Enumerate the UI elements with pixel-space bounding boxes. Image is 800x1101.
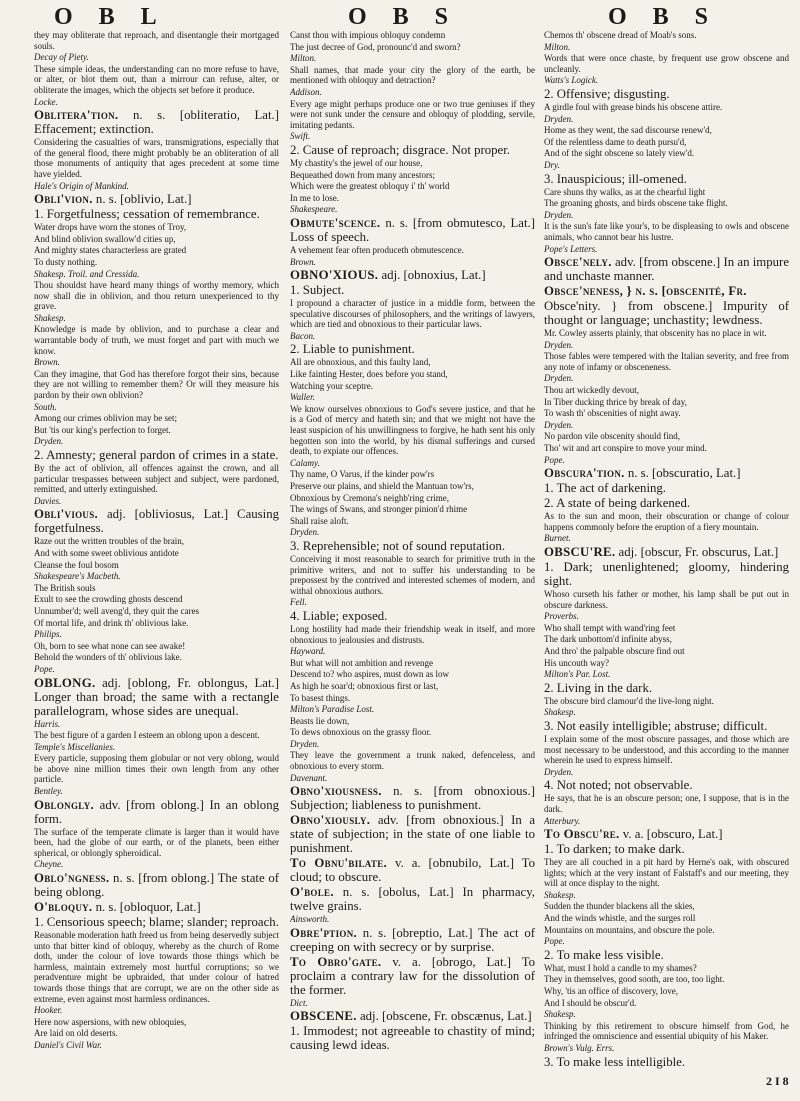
headword-entry (290, 885, 535, 913)
quote: Thou shouldst have heard many things of worthy memory, which now shall die in oblivion, and thou return unexperienced to thy grave. (34, 280, 279, 312)
quote: We know ourselves obnoxious to God's severe justice, and that he is a God of mercy and hateth sin; and that we might not have the least suspicion of his unwillingness to forgive, he hath sent his only begotten son into the world, by his dismal sufferings and cursed death, to expiate our offences. (290, 403, 535, 457)
headword-entry (544, 545, 789, 559)
headword-entry (544, 466, 789, 480)
citation: Shakesp. (544, 1009, 576, 1020)
citation: Shakesp. (544, 707, 576, 718)
sense: 2. Cause of reproach; disgrace. Not proper. (290, 142, 510, 157)
verse-line: Watching your sceptre. (290, 380, 373, 391)
quote: Reasonable moderation hath freed us from being deservedly subject unto that bitter kind of obloquy, whereby as the church of Rome doth, under the colour of love towards those things which be harmless, maintain extremely most hurtful corruptions; so we peradventure might be upbraided, that under colour of hatred towards those things that are corrupt, we are on the other side as extreme, even against most harmless ordinances. (34, 930, 279, 1004)
sense: 1. Dark; unenlightened; gloomy, hindering sight. (544, 560, 789, 588)
citation: Davenant. (290, 772, 328, 783)
citation: Dry. (544, 159, 560, 170)
headword: Oblo'ngness. (34, 871, 110, 886)
header-right: O B S (608, 4, 719, 30)
citation: Dryden. (544, 339, 574, 350)
sense: 1. The act of darkening. (544, 481, 667, 496)
citation: Pope's Letters. (544, 243, 598, 254)
citation: Pope. (544, 936, 565, 947)
verse-line: And the winds whistle, and the surges roll (544, 913, 696, 924)
column-1 (34, 30, 279, 1090)
definition: Obsce'nity. } from obscene.] Impurity of thought or language; unchastity; lewdness. (544, 299, 789, 328)
citation: Atterbury. (544, 815, 581, 826)
citation: Hayward. (290, 646, 326, 657)
headword-entry (544, 255, 789, 283)
headword-entry (290, 955, 535, 997)
verse-line: Preserve our plains, and shield the Mantuan tow'rs, (290, 481, 474, 491)
verse-line: His uncouth way? (544, 657, 609, 668)
quote: I propound a character of justice in a middle form, between the speculative discourses of philosophers, and the writings of lawyers, which are tied and obnoxious to their particular laws. (290, 298, 535, 330)
citation: Addison. (290, 86, 322, 97)
citation: Dryden. (544, 373, 574, 384)
headword-entry (34, 108, 279, 136)
definition: n. s. [obliteratio, Lat.] Effacement; extinction. (34, 108, 279, 137)
verse-line: The just decree of God, pronounc'd and sworn? (290, 41, 461, 52)
sense: 2. Liable to punishment. (290, 342, 415, 357)
quote: They are all couched in a pit hard by Herne's oak, with obscured lights; which at the very instant of Falstaff's and our meeting, they will at once display to the night. (544, 857, 789, 889)
verse-line: My chastity's the jewel of our house, (290, 157, 423, 168)
citation: South. (34, 401, 57, 412)
quote: They leave the government a trunk naked, defenceless, and obnoxious to every storm. (290, 750, 535, 772)
citation: Ainsworth. (290, 914, 330, 925)
quote: Words that were once chaste, by frequent use grow obscene and uncleanly. (544, 53, 789, 74)
verse-line: To wash th' obscenities of night away. (544, 408, 681, 419)
verse-line: Which were the greatest obloquy i' th' world (290, 181, 450, 192)
sense: 3. To make less intelligible. (544, 1054, 686, 1069)
verse-line: The groaning ghosts, and birds obscene take flight. (544, 198, 728, 209)
page-header (0, 4, 800, 30)
verse-line: As high he soar'd; obnoxious first or last, (290, 680, 439, 691)
citation: Shakesp. (544, 889, 576, 900)
quote: I explain some of the most obscure passages, and those which are most necessary to be understood, and this according to the manner wherein he used to express himself. (544, 733, 789, 766)
sense: 1. Censorious speech; blame; slander; reproach. (34, 915, 279, 930)
verse-line: Bequeathed down from many ancestors; (290, 169, 435, 180)
verse-line: Who shall tempt with wand'ring feet (544, 622, 676, 633)
verse-line: Raze out the written troubles of the brain, (34, 536, 184, 547)
verse-line: Among our crimes oblivion may be set; (34, 413, 177, 424)
headword: OBLONG. (34, 675, 96, 690)
headword: Oblongly. (34, 797, 95, 812)
headword: To Obro'gate. (290, 954, 382, 969)
sense: 1. Forgetfulness; cessation of remembrance. (34, 207, 260, 222)
sense: 3. Reprehensible; not of sound reputation. (290, 538, 506, 553)
citation: Cheyne. (34, 859, 64, 870)
quote: Knowledge is made by oblivion, and to purchase a clear and warrantable body of truth, we must forget and part with much we know. (34, 324, 279, 356)
citation: Fell. (290, 597, 307, 608)
definition: n. s. [obolus, Lat.] In pharmacy, twelve grains. (290, 885, 535, 914)
citation: Swift. (290, 131, 311, 142)
header-middle: O B S (348, 4, 459, 30)
sense: 2. Living in the dark. (544, 680, 653, 695)
headword-entry (290, 784, 535, 812)
citation: Burnet. (544, 533, 571, 544)
headword-entry (34, 798, 279, 826)
citation: Milton's Paradise Lost. (290, 704, 375, 715)
quote: The surface of the temperate climate is larger than it would have been, had the globe of our earth, or of the planets, been either spherical, or oblongly spheroidical. (34, 826, 279, 858)
verse-line: Thou art wickedly devout, (544, 385, 639, 396)
signature-mark: 2 I 8 (766, 1074, 789, 1088)
headword-entry (34, 676, 279, 718)
sense: 3. Not easily intelligible; abstruse; difficult. (544, 718, 768, 733)
verse-line: Thy name, O Varus, if the kinder pow'rs (290, 469, 435, 480)
definition: n. s. [from obmutesco, Lat.] Loss of speech. (290, 215, 535, 244)
verse-line: And with some sweet oblivious antidote (34, 547, 179, 558)
headword-entry (34, 871, 279, 899)
headword-entry (290, 813, 535, 855)
headword-entry (34, 900, 279, 914)
definition: adj. [obscur, Fr. obscurus, Lat.] (618, 545, 779, 559)
citation: Pope. (34, 663, 55, 674)
sense: 4. Liable; exposed. (290, 608, 388, 623)
citation: Dryden. (290, 527, 320, 538)
citation: Dict. (290, 997, 308, 1008)
citation: Dryden. (290, 738, 320, 749)
sense: 1. To darken; to make dark. (544, 842, 685, 857)
verse-line: And of the sight obscene so lately view'd. (544, 148, 695, 159)
verse-line: Canst thou with impious obloquy condemn (290, 30, 446, 40)
verse-line: Home as they went, the sad discourse renew'd, (544, 125, 712, 136)
quote: Mr. Cowley asserts plainly, that obscenity has no place in wit. (544, 328, 767, 339)
verse-line: Unnumber'd; well aveng'd, they quit the cares (34, 605, 199, 616)
column-3 (544, 30, 789, 1090)
citation: Pope. (544, 454, 565, 465)
quote: The obscure bird clamour'd the live-long night. (544, 695, 714, 706)
verse-line: In Tiber ducking thrice by break of day, (544, 396, 687, 407)
definition: n. s. [obscuratio, Lat.] (627, 466, 741, 481)
sense: 3. Inauspicious; ill-omened. (544, 171, 687, 186)
citation: Dryden. (544, 113, 574, 124)
headword: Obli'vion. (34, 192, 93, 207)
definition: adj. [obscene, Fr. obscænus, Lat.] (359, 1009, 532, 1024)
verse-line: Care shuns thy walks, as at the chearful light (544, 186, 706, 197)
sense: 4. Not noted; not observable. (544, 778, 693, 793)
verse-line: Shall raise aloft. (290, 515, 349, 526)
headword-entry (544, 299, 789, 327)
verse-line: To basest things. (290, 692, 351, 703)
headword: O'bole. (290, 885, 334, 900)
quote: Can they imagine, that God has therefore forgot their sins, because they are not willing to remember them? Or will they measure his pardon by their own oblivion? (34, 368, 279, 401)
sense: 1. Subject. (290, 283, 345, 298)
quote: Conceiving it most reasonable to search for primitive truth in the primitive writers, and not to suffer his understanding to be prepossest by the contrived and interested schemes of modern, and withal obnoxious authors. (290, 553, 535, 596)
citation: Brown's Vulg. Errs. (544, 1043, 615, 1053)
verse-line: Water drops have worn the stones of Troy, (34, 222, 187, 233)
verse-line: Oh, born to see what none can see awake! (34, 640, 186, 651)
quote: Long hostility had made their friendship weak in itself, and more obnoxious to jealousies and distrusts. (290, 623, 535, 645)
citation: Proverbs. (544, 611, 579, 622)
definition: adj. [obliviosus, Lat.] Causing forgetfulness. (34, 507, 279, 536)
headword-entry (34, 192, 279, 206)
verse-line: Why, 'tis an office of discovery, love, (544, 986, 678, 997)
definition: v. a. [obnubilo, Lat.] To cloud; to obscure. (290, 856, 535, 885)
definition: adj. [oblong, Fr. oblongus, Lat.] Longer than broad; the same with a rectangle parallelogram, whose sides are unequal. (34, 675, 279, 718)
headword-entry (290, 268, 535, 282)
citation: Hale's Origin of Mankind. (34, 180, 129, 191)
headword: Obsce'nely. (544, 255, 612, 270)
sense: 2. A state of being darkened. (544, 496, 691, 511)
headword: OBNO'XIOUS. (290, 268, 379, 283)
citation: Bacon. (290, 330, 316, 341)
citation: Shakesp. Troil. and Cressida. (34, 268, 140, 279)
verse-line: What, must I hold a candle to my shames? (544, 962, 697, 973)
verse-line: Descend to? who aspires, must down as low (290, 669, 449, 680)
headword: Obno'xiousness. (290, 784, 382, 799)
citation: Temple's Miscellanies. (34, 741, 116, 752)
citation: Milton's Par. Lost. (544, 669, 611, 680)
definition: n. s. [obreptio, Lat.] The act of creeping on with secrecy or by surprise. (290, 925, 535, 954)
quote: they may obliterate that reproach, and disentangle their mortgaged souls. (34, 30, 279, 51)
quote: By the act of oblivion, all offences against the crown, and all particular trespasses between subject and subject, were pardoned, remitted, and utterly extinguished. (34, 463, 279, 495)
verse-line: The British souls (34, 582, 96, 593)
headword: To Obnu'bilate. (290, 856, 388, 871)
headword-entry (290, 1009, 535, 1023)
citation: Calamy. (290, 457, 320, 468)
verse-line: They in themselves, good sooth, are too, too light. (544, 974, 725, 985)
headword-entry (544, 827, 789, 841)
verse-line: Chemos th' obscene dread of Moab's sons. (544, 30, 697, 40)
definition: n. s. [from oblong.] The state of being oblong. (34, 871, 279, 900)
sense: 2. Amnesty; general pardon of crimes in a state. (34, 448, 279, 462)
quote: The best figure of a garden I esteem an oblong upon a descent. (34, 730, 260, 741)
verse-line: Cleanse the foul bosom (34, 559, 119, 570)
definition: v. a. [obscuro, Lat.] (622, 827, 723, 842)
citation: Dryden. (544, 419, 574, 430)
headword: Obre'ption. (290, 925, 358, 940)
quote: A girdle foul with grease binds his obscene attire. (544, 101, 723, 112)
headword: Obmute'scence. (290, 215, 381, 230)
definition: adv. [from oblong.] In an oblong form. (34, 797, 279, 826)
column-2 (290, 30, 535, 1090)
definition: v. a. [obrogo, Lat.] To proclaim a contrary law for the dissolution of the former. (290, 954, 535, 997)
quote: These simple ideas, the understanding can no more refuse to have, or alter, or blot them out, than a mirrour can refuse, alter, or obliterate the images, which the objects set before it produce. (34, 63, 279, 95)
citation: Locke. (34, 96, 58, 107)
headword: Obsce'neness, } n. s. [obscenité, Fr. (544, 284, 747, 299)
quote: He says, that he is an obscure person; one, I suppose, that is in the dark. (544, 793, 789, 814)
citation: Bentley. (34, 786, 63, 797)
citation: Harris. (34, 718, 61, 729)
headword-entry (544, 284, 789, 298)
headword: OBSCENE. (290, 1009, 357, 1024)
definition: n. s. [oblivio, Lat.] (95, 192, 192, 207)
verse-line: In me to lose. (290, 192, 339, 203)
citation: Brown. (34, 357, 60, 368)
verse-line: Obnoxious by Cremona's neighb'ring crime, (290, 492, 449, 503)
verse-line: No pardon vile obscenity should find, (544, 431, 680, 442)
citation: Watts's Logick. (544, 75, 599, 86)
verse-line: But 'tis our king's perfection to forget. (34, 424, 171, 435)
citation: Milton. (290, 53, 317, 64)
quote: Every age might perhaps produce one or two true geniuses if they were not sunk under the censure and obloquy of plodding, servile, imitating pedants. (290, 98, 535, 130)
quote: Whoso curseth his father or mother, his lamp shall be put out in obscure darkness. (544, 589, 789, 610)
citation: Decay of Piety. (34, 52, 89, 63)
verse-line: Mountains on mountains, and obscure the pole. (544, 924, 715, 935)
headword-entry (290, 926, 535, 954)
verse-line: Of the relentless dame to death pursu'd, (544, 136, 687, 147)
citation: Dryden. (544, 766, 574, 777)
citation: Brown. (290, 256, 316, 267)
sense: 2. Offensive; disgusting. (544, 86, 670, 101)
verse-line: Like fainting Hester, does before you stand, (290, 369, 448, 380)
citation: Hooker. (34, 1005, 63, 1016)
quote: Every particle, supposing them globular or not very oblong, would be above nine million times their own length from any other particle. (34, 753, 279, 785)
verse-line: Here now aspersions, with new obloquies, (34, 1016, 187, 1027)
citation: Shakespeare's Macbeth. (34, 571, 121, 582)
verse-line: The wings of Swans, and stronger pinion'd rhime (290, 504, 468, 515)
quote: Shall names, that made your city the glory of the earth, be mentioned with obloquy and detraction? (290, 64, 535, 86)
definition: n. s. [from obnoxious.] Subjection; liableness to punishment. (290, 784, 535, 813)
citation: Dryden. (544, 209, 574, 220)
verse-line: Tho' wit and art conspire to move your mind. (544, 443, 707, 454)
quote: Those fables were tempered with the Italian severity, and free from any note of infamy or obsceneness. (544, 351, 789, 372)
quote: A vehement fear often produceth obmutescence. (290, 244, 464, 255)
headword: O'bloquy. (34, 900, 93, 915)
verse-line: And I should be obscur'd. (544, 997, 637, 1008)
verse-line: To dusty nothing. (34, 256, 98, 267)
citation: Shakesp. (34, 312, 66, 323)
verse-line: Are laid on old deserts. (34, 1028, 118, 1039)
quote: Thinking by this retirement to obscure himself from God, he infringed the omniscience and essential ubiquity of his Maker. (544, 1020, 789, 1042)
citation: Philips. (34, 629, 62, 640)
verse-line: But what will not ambition and revenge (290, 657, 433, 668)
verse-line: And mighty states characterless are grated (34, 245, 187, 256)
definition: adv. [from obscene.] In an impure and unchaste manner. (544, 255, 789, 284)
verse-line: Beasts lie down, (290, 715, 350, 726)
headword: OBSCU'RE. (544, 545, 616, 559)
headword: Obno'xiously. (290, 813, 371, 828)
citation: Daniel's Civil War. (34, 1039, 102, 1050)
verse-line: Behold the wonders of th' oblivious lake. (34, 652, 182, 663)
citation: Milton. (544, 41, 571, 52)
verse-line: And blind oblivion swallow'd cities up, (34, 233, 176, 244)
definition: adj. [obnoxius, Lat.] (381, 268, 486, 283)
sense: 1. Immodest; not agreeable to chastity of mind; causing lewd ideas. (290, 1024, 535, 1053)
verse-line: To dews obnoxious on the grassy floor. (290, 727, 432, 738)
headword: Obli'vious. (34, 507, 99, 522)
headword: Obscura'tion. (544, 466, 625, 481)
headword-entry (34, 507, 279, 535)
headword: Oblitera'tion. (34, 108, 119, 123)
definition: adv. [from obnoxious.] In a state of subjection; in the state of one liable to punishment. (290, 813, 535, 856)
verse-line: And thro' the palpable obscure find out (544, 645, 685, 656)
quote: Considering the casualties of wars, transmigrations, especially that of the general flood, there might probably be an obliteration of all those monuments of antiquity that ages precedent at some time have yielded. (34, 137, 279, 179)
sense: 2. To make less visible. (544, 947, 664, 962)
citation: Waller. (290, 392, 315, 403)
citation: Dryden. (34, 436, 64, 447)
verse-line: Exult to see the crowding ghosts descend (34, 594, 183, 605)
quote: It is the sun's fate like your's, to be displeasing to owls and obscene animals, who cannot bear his lustre. (544, 221, 789, 242)
quote: As to the sun and moon, their obscuration or change of colour happens commonly before the eruption of a fiery mountain. (544, 511, 789, 532)
verse-line: All are obnoxious, and this faulty land, (290, 357, 431, 368)
definition: n. s. [obloquor, Lat.] (95, 900, 201, 915)
headword: To Obscu're. (544, 827, 620, 842)
header-left: O B L (54, 4, 167, 30)
headword-entry (290, 216, 535, 244)
verse-line: Sudden the thunder blackens all the skies, (544, 901, 695, 912)
verse-line: The dark unbottom'd infinite abyss, (544, 634, 672, 645)
verse-line: Of mortal life, and drink th' oblivious lake. (34, 617, 189, 628)
headword-entry (290, 856, 535, 884)
citation: Shakespeare. (290, 204, 338, 215)
citation: Davies. (34, 495, 62, 506)
